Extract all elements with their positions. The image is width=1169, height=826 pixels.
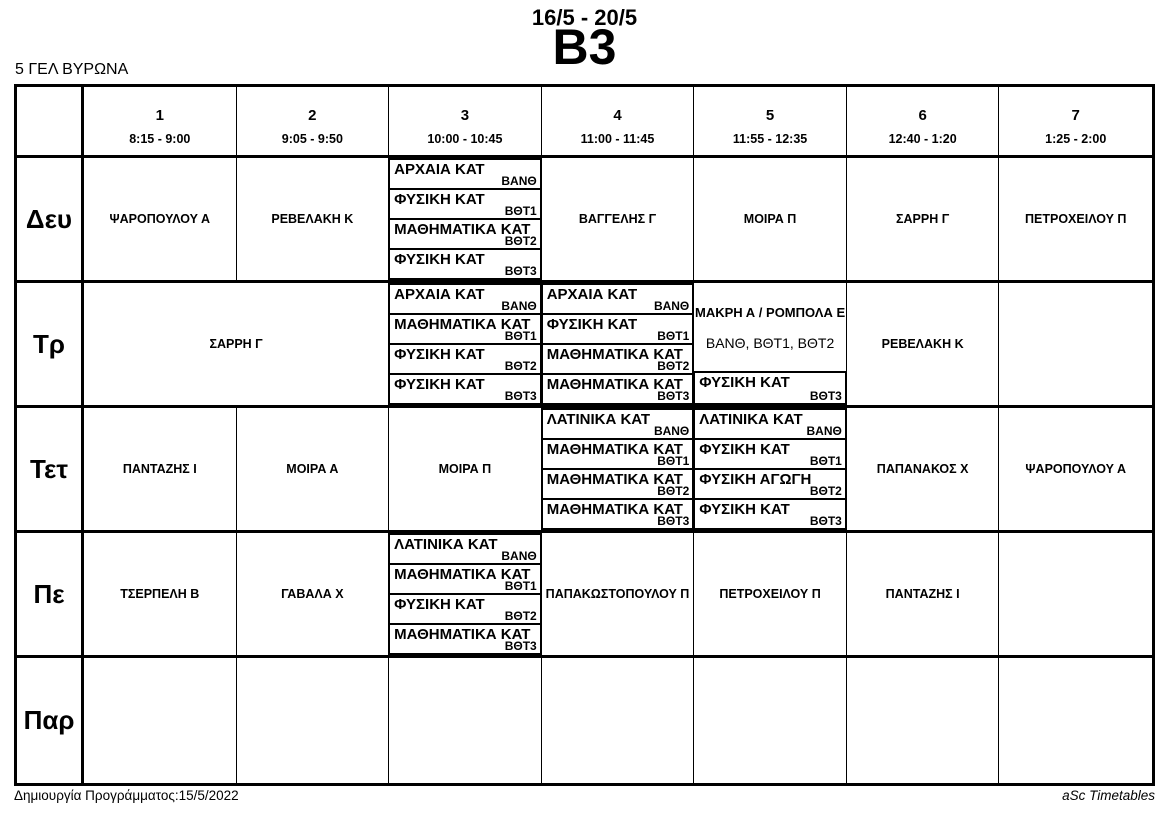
period-header	[542, 87, 695, 155]
period-number: 1	[155, 106, 164, 124]
period-time: 11:00 - 11:45	[580, 131, 655, 146]
day-label: Παρ	[17, 658, 84, 783]
teacher-name: ΜΑΚΡΗ Α / ΡΟΜΠΟΛΑ Ε	[695, 305, 846, 320]
period-time: 1:25 - 2:00	[1045, 131, 1107, 146]
group-label: ΒΑΝΘ	[806, 424, 842, 438]
group-label: ΒΘΤ2	[504, 234, 537, 248]
subject-name: ΑΡΧΑΙΑ ΚΑΤ	[394, 161, 485, 178]
day-row	[17, 158, 1152, 283]
lesson-box	[388, 188, 542, 220]
teacher-name: ΜΟΙΡΑ Π	[438, 462, 492, 476]
lesson-box	[388, 248, 542, 280]
period-number: 5	[765, 106, 775, 124]
timetable-cell-teacher	[847, 408, 1000, 530]
timetable-cell-lessons	[389, 283, 542, 405]
timetable-cell-teacher	[847, 158, 1000, 280]
period-header-row	[17, 87, 1152, 158]
lesson-box	[388, 593, 542, 625]
group-label: ΒΘΤ3	[657, 389, 690, 403]
teacher-name: ΣΑΡΡΗ Γ	[896, 212, 950, 226]
subject-name: ΦΥΣΙΚΗ ΚΑΤ	[394, 251, 485, 268]
lesson-box	[388, 373, 542, 405]
timetable-cell-empty	[999, 283, 1152, 405]
period-number: 4	[613, 106, 622, 124]
subject-name: ΦΥΣΙΚΗ ΑΓΩΓΗ	[699, 471, 812, 488]
period-header	[237, 87, 390, 155]
subject-name: ΦΥΣΙΚΗ ΚΑΤ	[546, 316, 638, 333]
lesson-box	[541, 313, 695, 345]
teacher-name: ΠΑΝΤΑΖΗΣ Ι	[122, 462, 197, 476]
lesson-box	[388, 313, 542, 345]
lesson-shared-groups	[694, 283, 846, 373]
timetable-cell-teacher	[847, 533, 1000, 655]
group-label: ΒΘΤ3	[504, 389, 537, 403]
lesson-box	[541, 498, 695, 530]
subject-name: ΦΥΣΙΚΗ ΚΑΤ	[394, 346, 485, 363]
group-label: ΒΘΤ1	[657, 454, 690, 468]
teacher-name: ΒΑΓΓΕΛΗΣ Γ	[578, 212, 657, 226]
school-name: 5 ΓΕΛ ΒΥΡΩΝΑ	[15, 61, 129, 78]
subject-name: ΜΑΘΗΜΑΤΙΚΑ ΚΑΤ	[394, 221, 531, 238]
timetable-cell-lessons	[389, 533, 542, 655]
period-time: 9:05 - 9:50	[281, 131, 343, 146]
day-label: Πε	[17, 533, 84, 655]
group-label: ΒΘΤ2	[809, 484, 842, 498]
teacher-name: ΣΑΡΡΗ Γ	[209, 337, 263, 351]
day-row	[17, 533, 1152, 658]
subject-name: ΜΑΘΗΜΑΤΙΚΑ ΚΑΤ	[546, 501, 683, 518]
timetable-cell-teacher	[237, 158, 390, 280]
lesson-box	[541, 373, 695, 405]
timetable-cell-teacher	[694, 533, 847, 655]
period-time: 10:00 - 10:45	[427, 131, 503, 146]
group-label: ΒΘΤ3	[809, 389, 842, 403]
period-time: 8:15 - 9:00	[129, 131, 191, 146]
group-label: ΒΘΤ1	[504, 579, 537, 593]
timetable-cell-teacher	[999, 408, 1152, 530]
group-label: ΒΘΤ3	[657, 514, 690, 528]
day-row	[17, 283, 1152, 408]
subject-name: ΦΥΣΙΚΗ ΚΑΤ	[394, 376, 485, 393]
subject-name: ΛΑΤΙΝΙΚΑ ΚΑΤ	[546, 411, 651, 428]
lesson-box	[541, 438, 695, 470]
teacher-name: ΠΑΝΤΑΖΗΣ Ι	[885, 587, 960, 601]
subject-name: ΑΡΧΑΙΑ ΚΑΤ	[546, 286, 638, 303]
group-label: ΒΘΤ2	[504, 609, 537, 623]
period-time: 11:55 - 12:35	[732, 131, 808, 146]
period-header	[999, 87, 1152, 155]
period-header	[694, 87, 847, 155]
period-number: 3	[460, 106, 470, 124]
teacher-name: ΠΕΤΡΟΧΕΙΛΟΥ Π	[719, 587, 821, 601]
asc-timetables-brand: aSc Timetables	[1062, 788, 1155, 803]
teacher-name: ΓΑΒΑΛΑ Χ	[281, 587, 344, 601]
day-label: Τρ	[17, 283, 84, 405]
timetable-cell-empty	[847, 658, 1000, 783]
lesson-box	[693, 371, 847, 405]
subject-name: ΜΑΘΗΜΑΤΙΚΑ ΚΑΤ	[394, 316, 531, 333]
date-range-title: 16/5 - 20/5	[531, 5, 638, 30]
subject-name: ΦΥΣΙΚΗ ΚΑΤ	[394, 596, 485, 613]
group-label: ΒΘΤ3	[504, 639, 537, 653]
group-label: ΒΘΤ1	[504, 204, 537, 218]
subject-name: ΜΑΘΗΜΑΤΙΚΑ ΚΑΤ	[546, 346, 683, 363]
timetable-cell-lessons	[542, 408, 695, 530]
teacher-name: ΠΕΤΡΟΧΕΙΛΟΥ Π	[1024, 212, 1127, 226]
lesson-box	[388, 563, 542, 595]
timetable-cell-empty	[694, 658, 847, 783]
timetable-cell-teacher	[237, 408, 390, 530]
subject-name: ΛΑΤΙΝΙΚΑ ΚΑΤ	[394, 536, 498, 553]
subject-name: ΦΥΣΙΚΗ ΚΑΤ	[394, 191, 485, 208]
day-label: Δευ	[17, 158, 84, 280]
timetable-cell-teacher	[542, 158, 695, 280]
group-label: ΒΘΤ1	[504, 329, 537, 343]
subject-name: ΜΑΘΗΜΑΤΙΚΑ ΚΑΤ	[394, 566, 531, 583]
period-header	[389, 87, 542, 155]
timetable-cell-teacher	[84, 158, 237, 280]
teacher-name: ΜΟΙΡΑ Α	[286, 462, 339, 476]
teacher-name: ΠΑΠΑΝΑΚΟΣ Χ	[876, 462, 969, 476]
creation-date-note: Δημιουργία Προγράμματος:15/5/2022	[14, 788, 239, 803]
timetable-cell-teacher	[999, 158, 1152, 280]
group-label: ΒΑΝΘ	[501, 174, 537, 188]
period-number: 2	[308, 106, 317, 124]
group-list: ΒΑΝΘ, ΒΘΤ1, ΒΘΤ2	[705, 335, 835, 351]
lesson-box	[541, 343, 695, 375]
lesson-box	[541, 408, 695, 440]
timetable-cell-teacher	[389, 408, 542, 530]
subject-name: ΜΑΘΗΜΑΤΙΚΑ ΚΑΤ	[394, 626, 531, 643]
subject-name: ΦΥΣΙΚΗ ΚΑΤ	[699, 501, 790, 518]
day-row	[17, 658, 1152, 783]
timetable-cell-teacher	[84, 408, 237, 530]
timetable-cell-empty	[542, 658, 695, 783]
timetable-cell-teacher	[237, 533, 390, 655]
timetable-cell-lessons	[542, 283, 695, 405]
lesson-box	[541, 468, 695, 500]
lesson-box	[693, 408, 847, 440]
subject-name: ΑΡΧΑΙΑ ΚΑΤ	[394, 286, 485, 303]
timetable-cell-teacher	[694, 158, 847, 280]
lesson-box	[388, 218, 542, 250]
lesson-box	[693, 468, 847, 500]
teacher-name: ΨΑΡΟΠΟΥΛΟΥ Α	[1025, 462, 1126, 476]
timetable-cell-teacher	[542, 533, 695, 655]
corner-cell	[17, 87, 84, 155]
teacher-name: ΡΕΒΕΛΑΚΗ Κ	[881, 337, 964, 351]
subject-name: ΜΑΘΗΜΑΤΙΚΑ ΚΑΤ	[546, 471, 683, 488]
day-row	[17, 408, 1152, 533]
group-label: ΒΘΤ3	[504, 264, 537, 278]
group-label: ΒΑΝΘ	[653, 424, 690, 438]
group-label: ΒΘΤ2	[657, 484, 690, 498]
teacher-name: ΨΑΡΟΠΟΥΛΟΥ Α	[109, 212, 211, 226]
group-label: ΒΘΤ2	[657, 359, 690, 373]
group-label: ΒΑΝΘ	[653, 299, 690, 313]
timetable-cell-lessons	[694, 408, 847, 530]
period-number: 6	[918, 106, 927, 124]
timetable-cell-empty	[999, 658, 1152, 783]
lesson-box	[541, 283, 695, 315]
lesson-box	[388, 343, 542, 375]
lesson-box	[388, 623, 542, 655]
day-label: Τετ	[17, 408, 84, 530]
group-label: ΒΑΝΘ	[501, 299, 537, 313]
timetable-cell-empty	[999, 533, 1152, 655]
teacher-name: ΠΑΠΑΚΩΣΤΟΠΟΥΛΟΥ Π	[545, 587, 690, 601]
group-label: ΒΘΤ3	[809, 514, 842, 528]
lesson-box	[388, 158, 542, 190]
subject-name: ΦΥΣΙΚΗ ΚΑΤ	[699, 441, 790, 458]
timetable-cell-empty	[389, 658, 542, 783]
timetable-cell-teacher	[84, 533, 237, 655]
group-label: ΒΘΤ1	[809, 454, 842, 468]
timetable-cell-empty	[237, 658, 390, 783]
period-header	[84, 87, 237, 155]
teacher-name: ΜΟΙΡΑ Π	[743, 212, 797, 226]
subject-name: ΦΥΣΙΚΗ ΚΑΤ	[699, 374, 790, 391]
subject-name: ΜΑΘΗΜΑΤΙΚΑ ΚΑΤ	[546, 441, 683, 458]
timetable-cell-lessons	[389, 158, 542, 280]
lesson-box	[693, 438, 847, 470]
class-name-title: B3	[552, 19, 617, 75]
subject-name: ΛΑΤΙΝΙΚΑ ΚΑΤ	[699, 411, 803, 428]
lesson-box	[388, 533, 542, 565]
lesson-box	[693, 498, 847, 530]
period-number: 7	[1071, 106, 1080, 124]
timetable-cell-teacher	[84, 283, 389, 405]
period-header	[847, 87, 1000, 155]
lesson-box	[388, 283, 542, 315]
timetable-cell-lessons	[694, 283, 847, 405]
timetable-cell-empty	[84, 658, 237, 783]
subject-name: ΜΑΘΗΜΑΤΙΚΑ ΚΑΤ	[546, 376, 683, 393]
timetable-cell-teacher	[847, 283, 1000, 405]
teacher-name: ΡΕΒΕΛΑΚΗ Κ	[271, 212, 354, 226]
group-label: ΒΑΝΘ	[501, 549, 537, 563]
group-label: ΒΘΤ1	[657, 329, 690, 343]
timetable-grid	[14, 84, 1155, 786]
period-time: 12:40 - 1:20	[888, 131, 957, 146]
teacher-name: ΤΣΕΡΠΕΛΗ Β	[120, 587, 200, 601]
group-label: ΒΘΤ2	[504, 359, 537, 373]
